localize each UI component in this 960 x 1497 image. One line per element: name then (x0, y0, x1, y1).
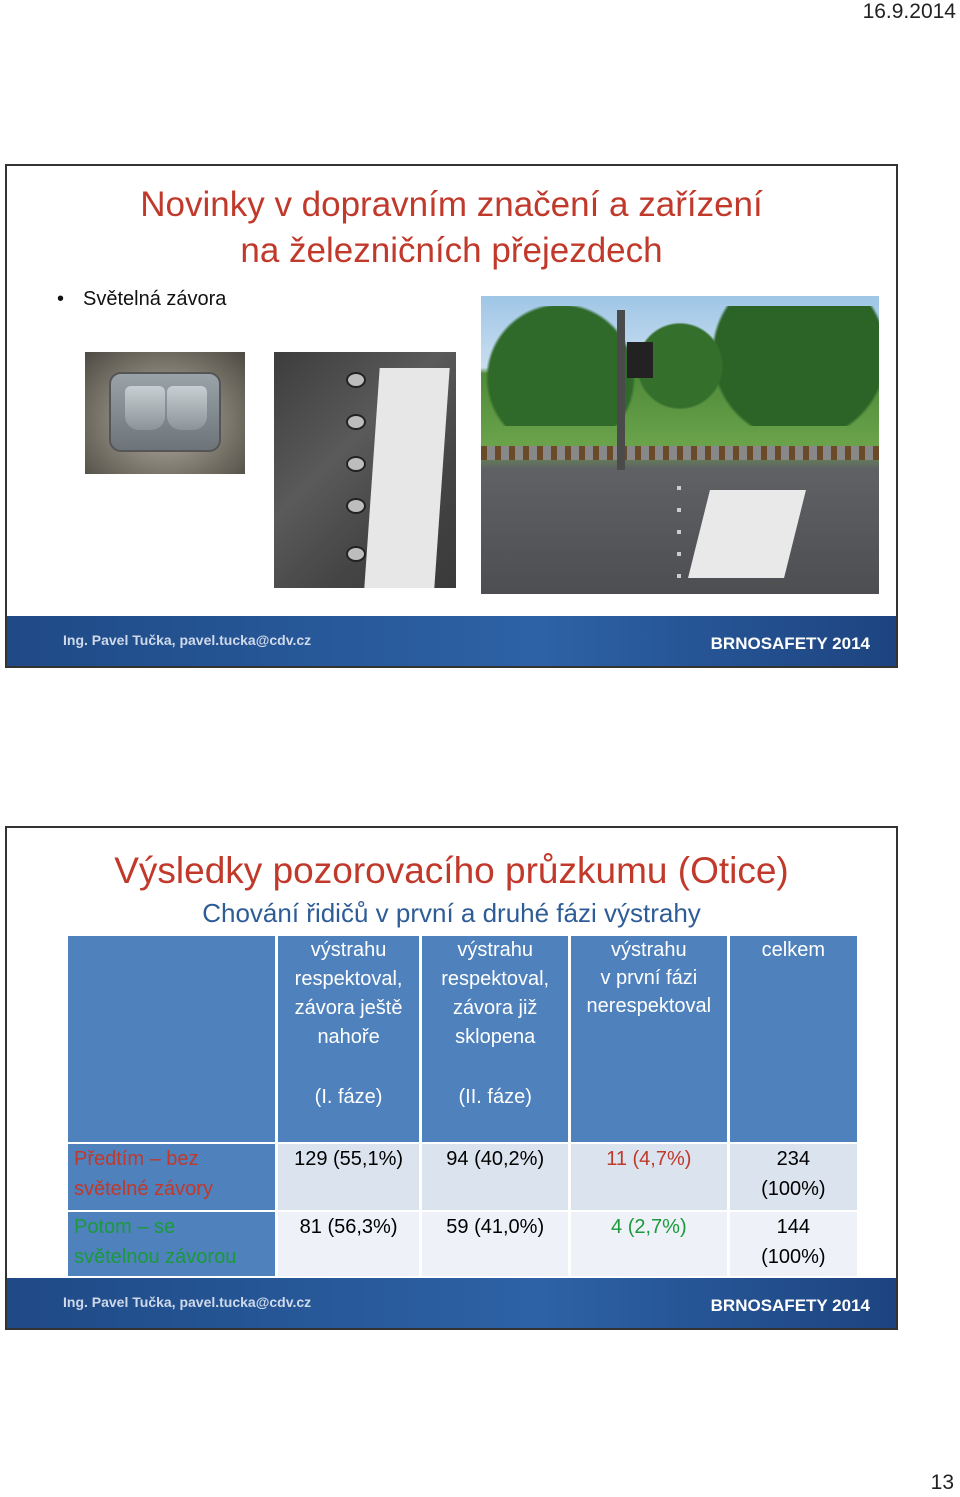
sensor-dome (167, 386, 207, 430)
road-studs-photo (274, 352, 456, 588)
page-date: 16.9.2014 (862, 0, 956, 23)
slide-2-title: Výsledky pozorovacího průzkumu (Otice) (114, 850, 789, 891)
phase-label: (I. fáze) (314, 1086, 383, 1108)
road-stud (346, 498, 366, 514)
slide-1-title (7, 182, 896, 274)
table-cell: 129 (55,1%) (278, 1142, 420, 1210)
bullet-text: Světelná závora (83, 288, 227, 310)
footer-event: BRNOSAFETY 2014 (710, 1296, 870, 1315)
table-header-empty (68, 936, 275, 1142)
table-cell-total: 144 (100%) (730, 1210, 857, 1276)
phase-label: (II. fáze) (458, 1086, 532, 1108)
road-stud-line (677, 486, 681, 586)
table-header: výstrahu respektoval, závora již sklopena (II. fáze) (422, 936, 568, 1142)
bullet-icon: • (57, 288, 65, 310)
results-table (65, 936, 860, 1276)
table-cell: 94 (40,2%) (422, 1142, 568, 1210)
trees (481, 306, 879, 426)
table-header: celkem (730, 936, 857, 1142)
level-crossing-photo (481, 296, 879, 594)
row-label: Předtím – bez světelné závory (68, 1142, 275, 1210)
table-header: výstrahu v první fázi nerespektoval (571, 936, 727, 1142)
footer-event: BRNOSAFETY 2014 (710, 634, 870, 653)
slide-1 (5, 164, 898, 668)
sensor-dome (125, 386, 165, 430)
title-line-1: Novinky v dopravním značení a zařízení (140, 185, 763, 224)
table-cell: 59 (41,0%) (422, 1210, 568, 1276)
footer-author: Ing. Pavel Tučka, pavel.tucka@cdv.cz (63, 1294, 312, 1310)
row-label: Potom – se světelnou závorou (68, 1210, 275, 1276)
road-stud (346, 414, 366, 430)
table-cell: 4 (2,7%) (571, 1210, 727, 1276)
road-stud (346, 372, 366, 388)
road-stud (346, 546, 366, 562)
crosswalk-stripe (364, 368, 449, 588)
sensor-photo (85, 352, 245, 474)
railway-track (481, 446, 879, 460)
table-header: výstrahu respektoval, závora ještě nahoře (I. fáze) (278, 936, 420, 1142)
road-stud (346, 456, 366, 472)
crosswalk-stripe (688, 490, 806, 578)
signal-pole (617, 310, 625, 470)
table-row (68, 1210, 857, 1276)
table-cell: 81 (56,3%) (278, 1210, 420, 1276)
slide-2-subtitle: Chování řidičů v první a druhé fázi výstrahy (202, 898, 701, 928)
page-number: 13 (930, 1471, 954, 1494)
light-signal (627, 342, 653, 378)
table-cell-total: 234 (100%) (730, 1142, 857, 1210)
title-line-2: na železničních přejezdech (240, 231, 663, 270)
slide-2 (5, 826, 898, 1330)
table-cell: 11 (4,7%) (571, 1142, 727, 1210)
slide-footer (7, 616, 896, 666)
bullet-item (57, 288, 226, 311)
table-header-row (68, 936, 857, 1142)
table-row (68, 1142, 857, 1210)
slide-footer (7, 1278, 896, 1328)
footer-author: Ing. Pavel Tučka, pavel.tucka@cdv.cz (63, 632, 312, 648)
